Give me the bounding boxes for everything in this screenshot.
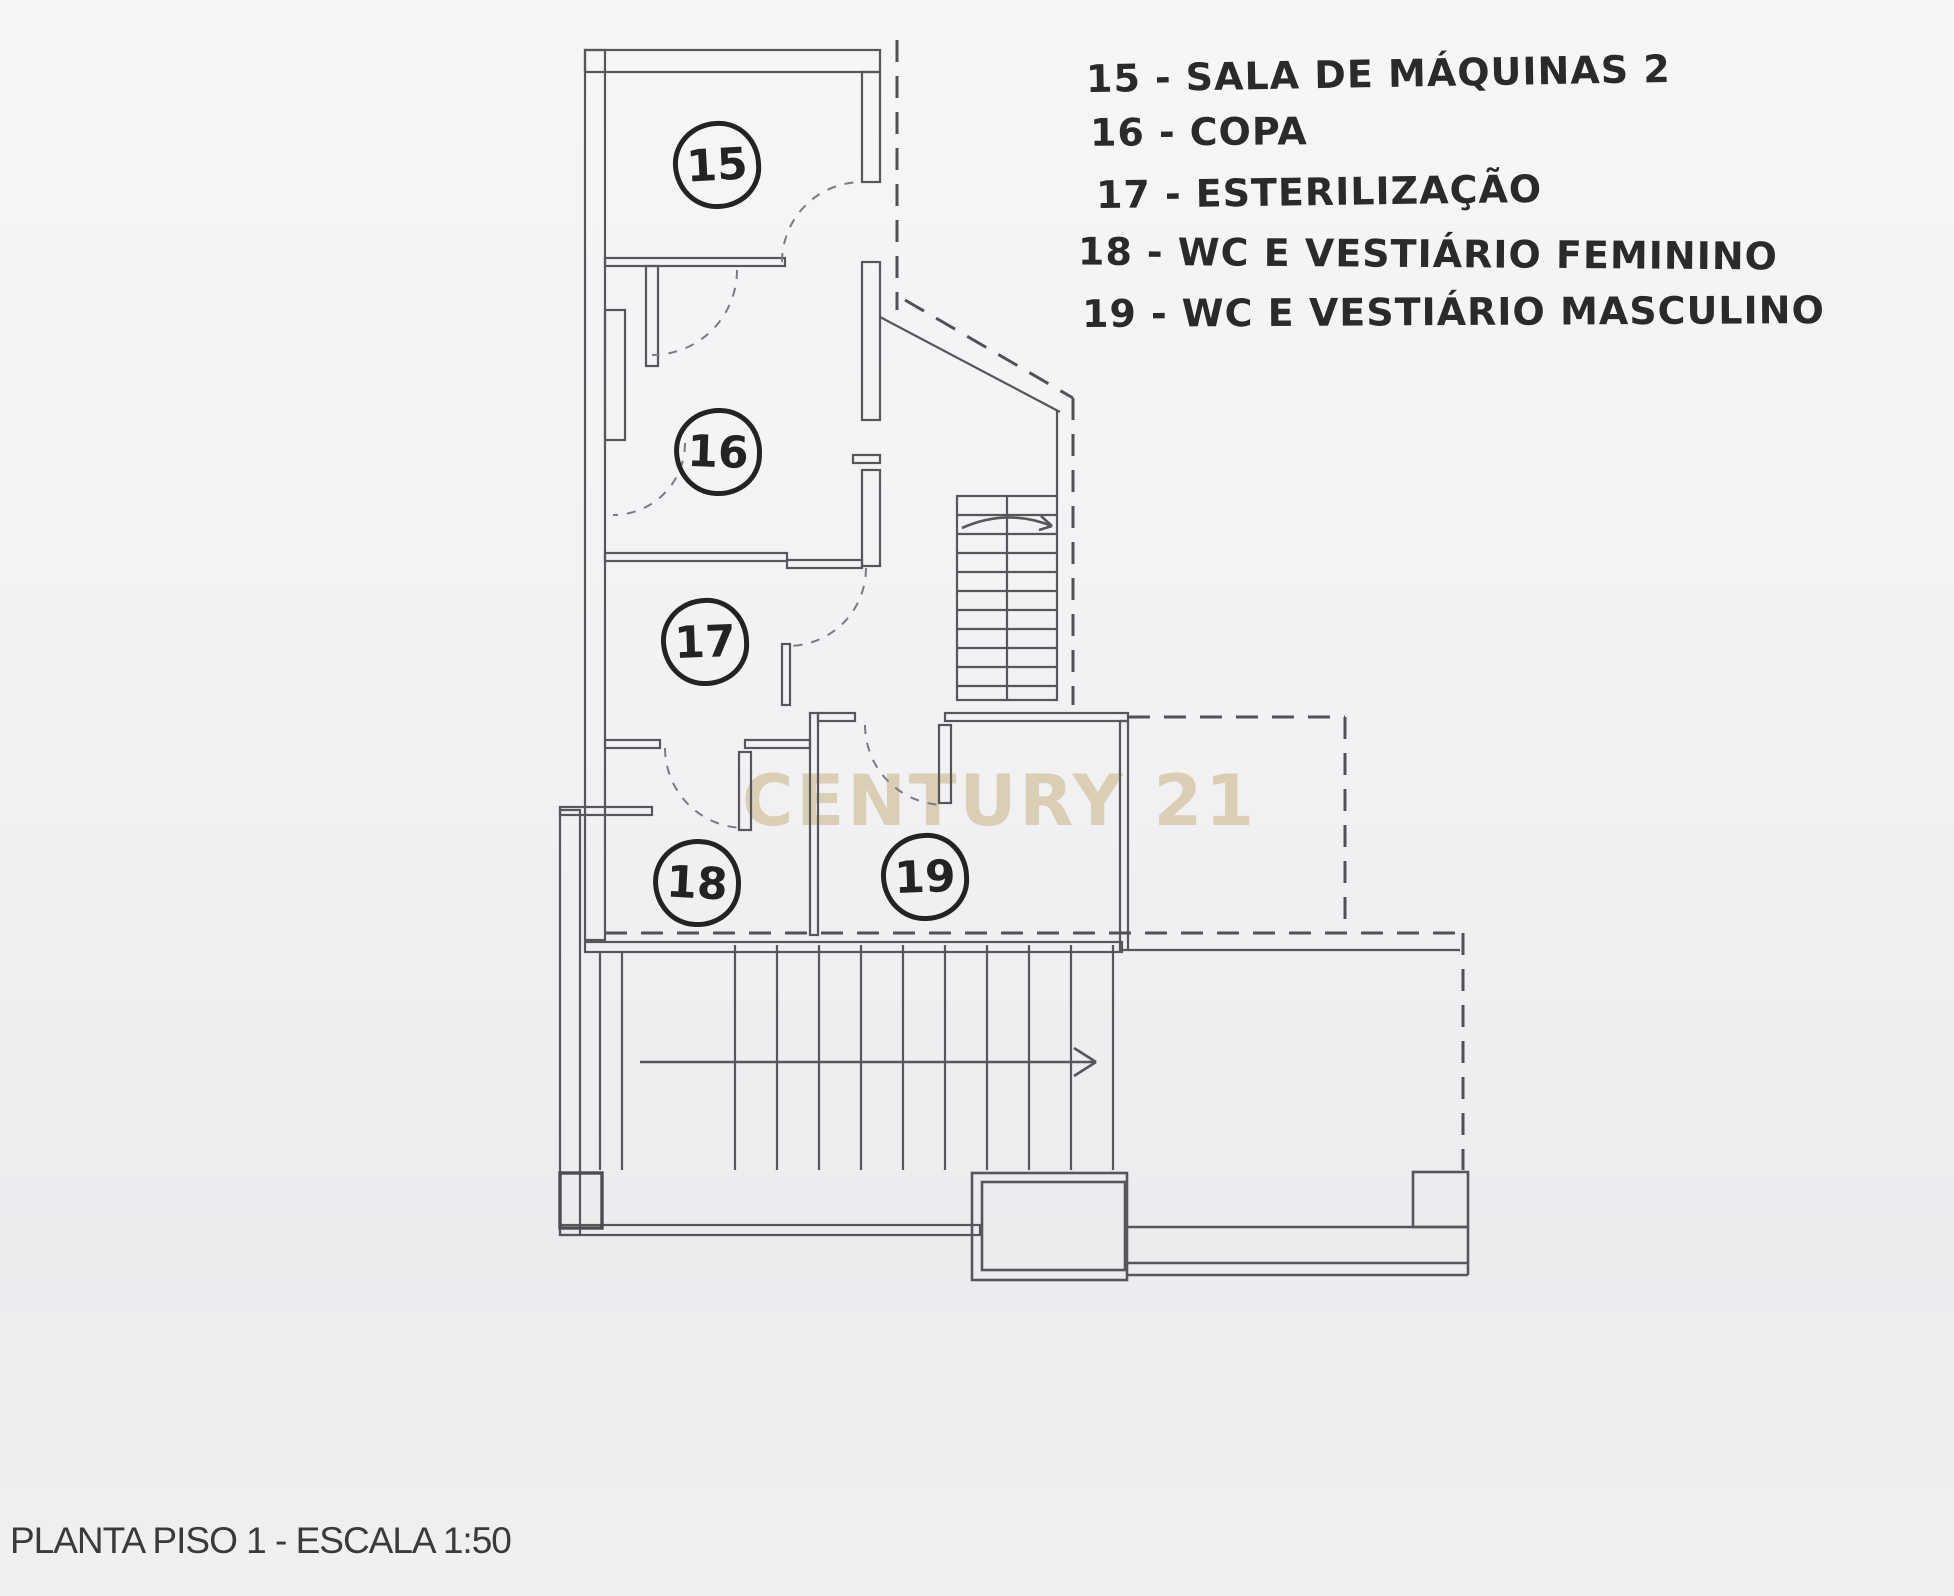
landing-walkway [972,1172,1468,1280]
legend-item-label: WC E VESTIÁRIO MASCULINO [1181,288,1825,336]
room-number: 19 [893,850,957,904]
room-number: 16 [686,425,750,479]
legend-item-number: 16 [1089,110,1146,155]
legend-item-separator: - [1146,230,1164,275]
plan-title: PLANTA PISO 1 - ESCALA 1:50 [10,1520,511,1561]
legend-item-number: 18 [1077,229,1134,274]
room-number: 17 [673,615,737,669]
room-number: 15 [685,137,749,193]
legend-item [1082,288,1825,336]
upper-staircase [957,496,1057,700]
legend-item-separator: - [1154,55,1173,100]
legend-item-label: WC E VESTIÁRIO FEMININO [1177,230,1779,279]
legend-item-label: SALA DE MÁQUINAS 2 [1185,46,1672,100]
legend-item-label: ESTERILIZAÇÃO [1195,166,1543,216]
legend-item-label: COPA [1189,109,1308,155]
door-swing-arcs [613,182,945,828]
room-number: 18 [665,855,729,911]
legend-item-number: 17 [1095,172,1152,218]
legend-item-number: 15 [1085,56,1142,102]
legend-item [1090,109,1308,155]
legend-item-separator: - [1150,291,1168,336]
lower-staircase [600,945,1113,1170]
legend-item-number: 19 [1081,291,1138,336]
lower-stair-direction-arrow [640,1048,1096,1076]
legend-item [1096,167,1543,217]
legend-item [1078,230,1778,279]
legend-item-separator: - [1158,110,1176,155]
legend-item-separator: - [1164,171,1182,217]
watermark-text: CENTURY 21 [742,760,1257,842]
